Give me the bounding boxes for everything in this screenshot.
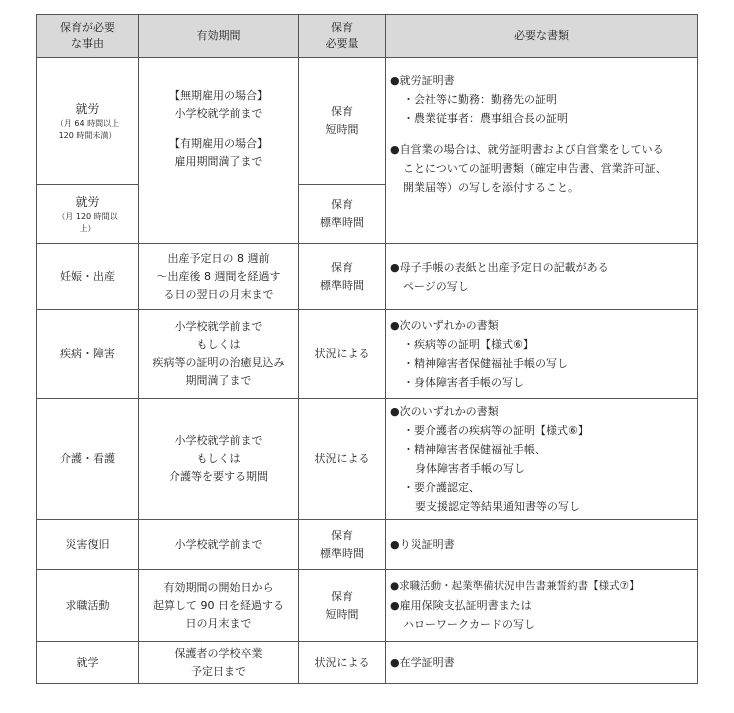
header-row	[37, 15, 698, 58]
amount-jobsearch: 保育 短時間	[299, 570, 386, 642]
reason-employment-short: 就労 （月 64 時間以上 120 時間未満）	[37, 58, 139, 185]
table-row-school	[37, 642, 698, 684]
reason-disaster: 災害復旧	[37, 520, 139, 570]
docs-disaster: ●り災証明書	[386, 520, 698, 570]
period-pregnancy: 出産予定日の 8 週前 ～出産後 8 週間を経過す る日の翌日の月末まで	[139, 244, 299, 310]
reason-pregnancy: 妊娠・出産	[37, 244, 139, 310]
amount-employment-standard: 保育 標準時間	[299, 185, 386, 244]
amount-school: 状況による	[299, 642, 386, 684]
period-care: 小学校就学前まで もしくは 介護等を要する期間	[139, 399, 299, 520]
reason-care: 介護・看護	[37, 399, 139, 520]
table-row-pregnancy	[37, 244, 698, 310]
amount-care: 状況による	[299, 399, 386, 520]
docs-illness: ●次のいずれかの書類 ・疾病等の証明【様式⑥】 ・精神障害者保健福祉手帳の写し ・身体障害者手帳の写し	[386, 310, 698, 399]
header-amount: 保育 必要量	[299, 15, 386, 58]
reason-school: 就学	[37, 642, 139, 684]
reason-illness: 疾病・障害	[37, 310, 139, 399]
period-illness: 小学校就学前まで もしくは 疾病等の証明の治癒見込み 期間満了まで	[139, 310, 299, 399]
table-row-illness	[37, 310, 698, 399]
childcare-requirements-table	[36, 14, 698, 684]
amount-employment-short: 保育 短時間	[299, 58, 386, 185]
amount-illness: 状況による	[299, 310, 386, 399]
header-reason: 保育が必要 な事由	[37, 15, 139, 58]
table-row-disaster	[37, 520, 698, 570]
docs-school: ●在学証明書	[386, 642, 698, 684]
table-row-employment-short	[37, 58, 698, 185]
docs-care: ●次のいずれかの書類 ・要介護者の疾病等の証明【様式⑥】 ・精神障害者保健福祉手帳、 身体障害者手帳の写し ・要介護認定、 要支援認定等結果通知書等の写し	[386, 399, 698, 520]
amount-disaster: 保育 標準時間	[299, 520, 386, 570]
period-school: 保護者の学校卒業 予定日まで	[139, 642, 299, 684]
docs-jobsearch: ●求職活動・起業準備状況申告書兼誓約書【様式⑦】 ●雇用保険支払証明書または ハローワークカードの写し	[386, 570, 698, 642]
reason-employment-standard: 就労 （月 120 時間以 上）	[37, 185, 139, 244]
amount-pregnancy: 保育 標準時間	[299, 244, 386, 310]
period-disaster: 小学校就学前まで	[139, 520, 299, 570]
table-row-care	[37, 399, 698, 520]
header-period: 有効期間	[139, 15, 299, 58]
table-row-jobsearch	[37, 570, 698, 642]
docs-employment: ●就労証明書 ・会社等に勤務：勤務先の証明 ・農業従事者：農事組合長の証明 ●自営業の場合は、就労証明書および自営業をしている ことについての証明書類（確定申告書、営業許可証、 開業届等）の写しを添付すること。	[386, 58, 698, 244]
period-employment: 【無期雇用の場合】 小学校就学前まで 【有期雇用の場合】 雇用期間満了まで	[139, 58, 299, 244]
reason-jobsearch: 求職活動	[37, 570, 139, 642]
period-jobsearch: 有効期間の開始日から 起算して 90 日を経過する 日の月末まで	[139, 570, 299, 642]
header-documents: 必要な書類	[386, 15, 698, 58]
docs-pregnancy: ●母子手帳の表紙と出産予定日の記載がある ページの写し	[386, 244, 698, 310]
